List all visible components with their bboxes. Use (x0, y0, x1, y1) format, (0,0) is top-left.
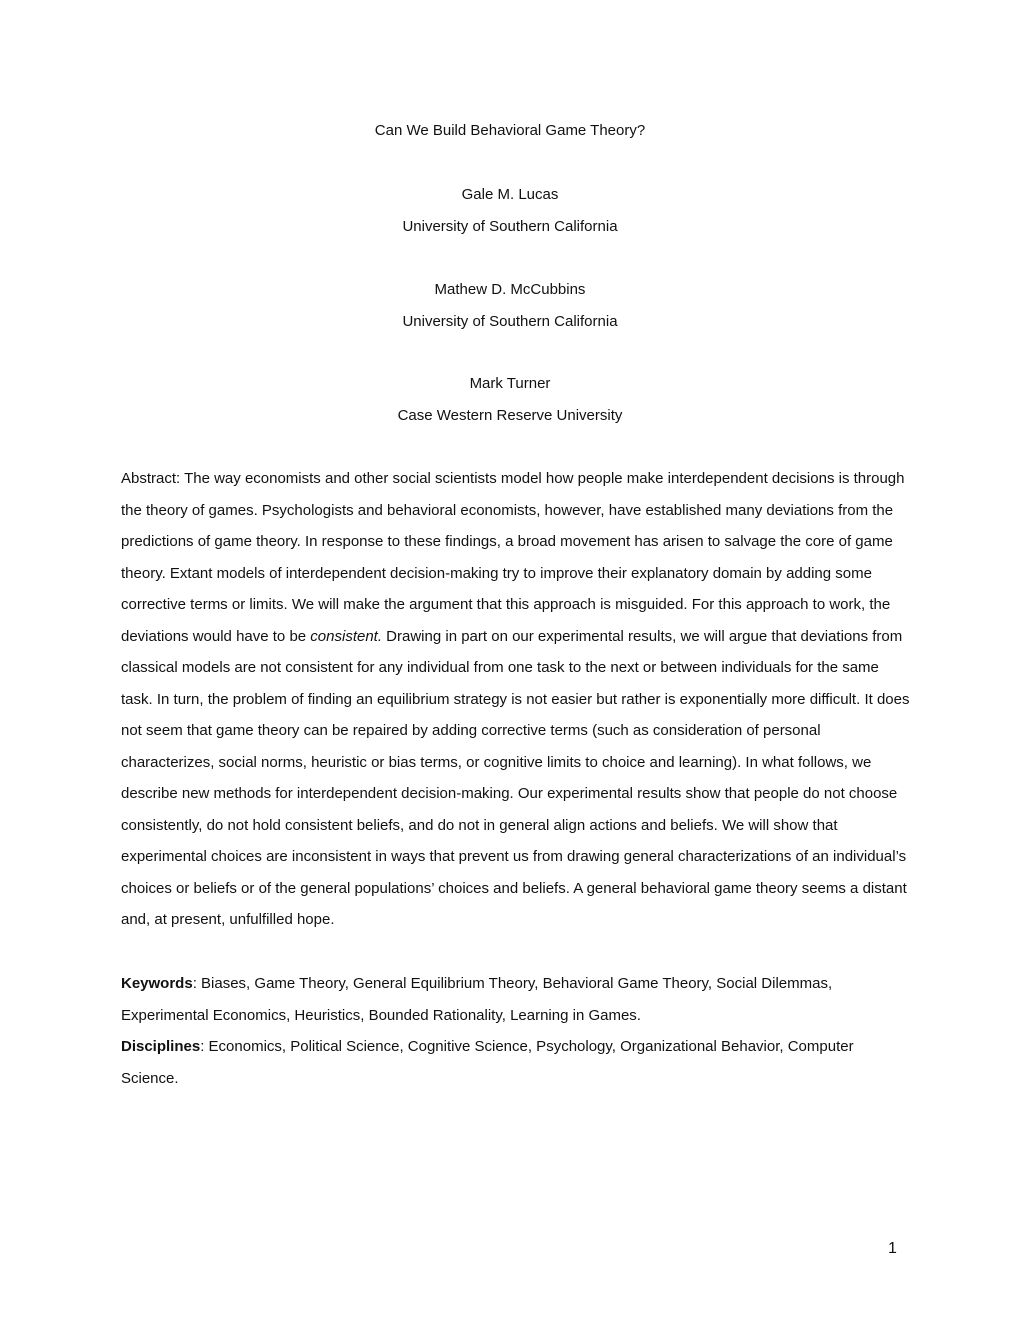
abstract-paragraph (121, 463, 911, 936)
author-affiliation: University of Southern California (402, 217, 618, 235)
author-block (0, 274, 1020, 337)
abstract-text-part-1: Abstract: The way economists and other social scientists model how people make interdependent decisions is through the theory of games. Psychologists and behavioral economists, however, have established many deviations from the predictions of game theory. In response to these findings, a broad movement has arisen to salvage the core of game theory. Extant models of interdependent decision-making try to improve their explanatory domain by adding some corrective terms or limits. We will make the argument that this approach is misguided. For this approach to work, the deviations would have to be (121, 470, 905, 645)
disciplines-line (121, 1031, 911, 1094)
author-affiliation: University of Southern California (402, 312, 618, 330)
disciplines-text: : Economics, Political Science, Cognitive Science, Psychology, Organizational Behavior, Computer Science. (121, 1038, 854, 1087)
author-affiliation: Case Western Reserve University (397, 406, 623, 424)
author-name: Mathew D. McCubbins (434, 281, 586, 298)
keywords-label: Keywords (121, 975, 193, 992)
author-block (0, 179, 1020, 242)
keywords-section (121, 968, 911, 1094)
author-name: Mark Turner (469, 375, 551, 392)
keywords-text: : Biases, Game Theory, General Equilibrium Theory, Behavioral Game Theory, Social Dilemmas, Experimental Economics, Heuristics, Bounded Rationality, Learning in Games. (121, 975, 833, 1024)
author-name: Gale M. Lucas (461, 186, 559, 203)
disciplines-label: Disciplines (121, 1038, 201, 1055)
paper-title: Can We Build Behavioral Game Theory? (374, 122, 646, 139)
keywords-line (121, 968, 911, 1031)
author-block (0, 368, 1020, 431)
abstract-text-part-2: Drawing in part on our experimental results, we will argue that deviations from classical models are not consistent for any individual from one task to the next or between individuals for the same task. In turn, the problem of finding an equilibrium strategy is not easier but rather is exponentially more difficult. It does not seem that game theory can be repaired by adding corrective terms (such as consideration of personal characterizes, social norms, heuristic or bias terms, or cognitive limits to choice and learning). In what follows, we describe new methods for interdependent decision-making. Our experimental results show that people do not choose consistently, do not hold consistent beliefs, and do not in general align actions and beliefs. We will show that experimental choices are inconsistent in ways that prevent us from drawing general characterizations of an individual’s choices or beliefs or of the general populations’ choices and beliefs. A general behavioral game theory seems a distant and, at present, unfulfilled hope. (121, 627, 910, 928)
page-number: 1 (888, 1240, 897, 1257)
abstract-emphasis: consistent. (310, 627, 383, 645)
